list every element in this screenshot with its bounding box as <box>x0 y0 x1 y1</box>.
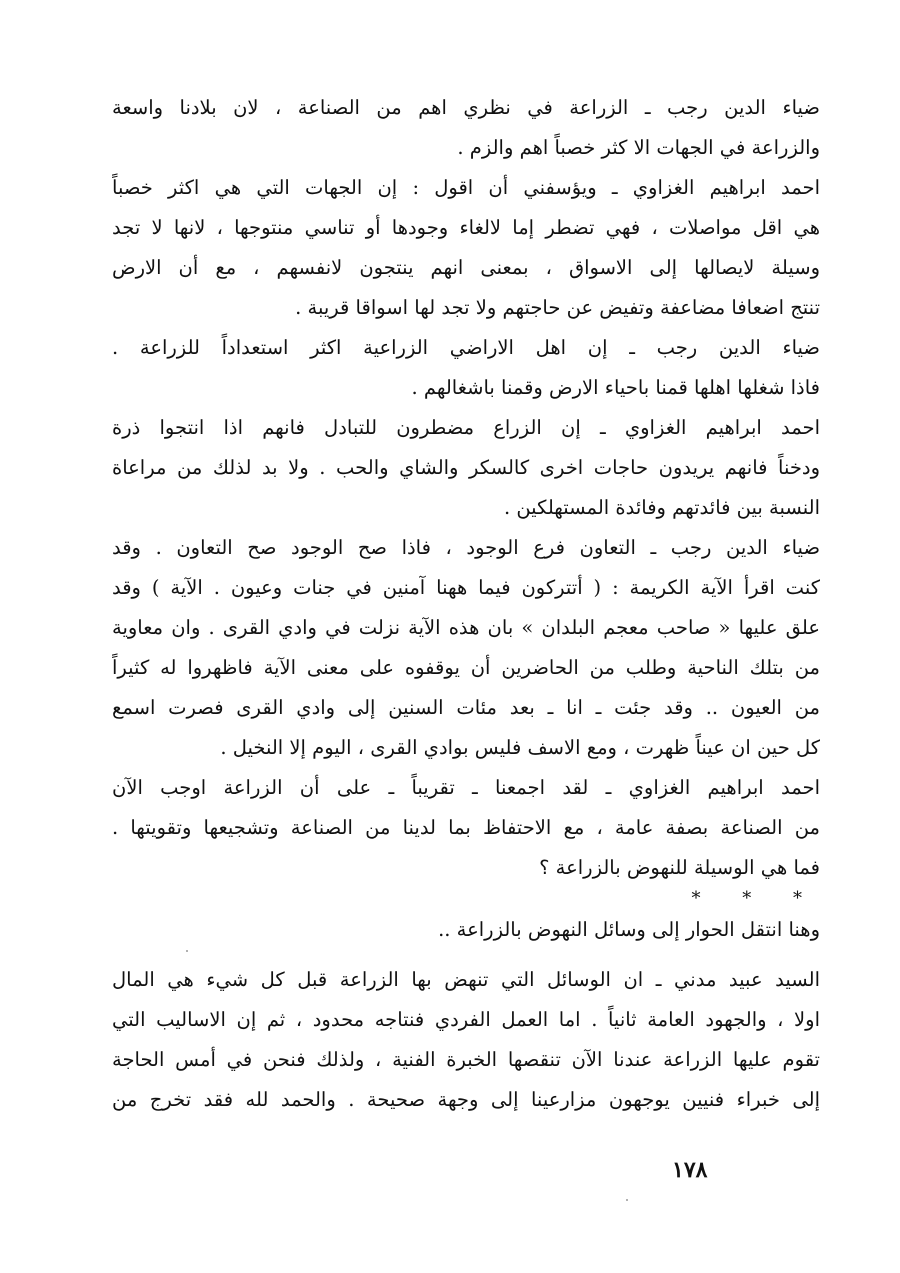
text-line: كنت اقرأ الآية الكريمة : ( أتتركون فيما ههنا آمنين في جنات وعيون . الآية ) وقد <box>112 576 820 599</box>
text-line: احمد ابراهيم الغزاوي ـ لقد اجمعنا ـ تقريباً ـ على أن الزراعة اوجب الآن <box>112 776 820 799</box>
paragraph-zia-2 <box>112 328 820 408</box>
text-line: ودخناً فانهم يريدون حاجات اخرى كالسكر والشاي والحب . ولا بد لذلك من مراعاة <box>112 456 820 479</box>
text-line: فاذا شغلها اهلها قمنا باحياء الارض وقمنا باشغالهم . <box>411 376 820 399</box>
text-line: هي اقل مواصلات ، فهي تضطر إما لالغاء وجودها أو تناسي منتوجها ، لانها لا تجد <box>112 216 820 239</box>
paragraph-ghazzawi-2 <box>112 408 820 528</box>
text-line: احمد ابراهيم الغزاوي ـ ويؤسفني أن اقول : إن الجهات التي هي اكثر خصباً <box>112 176 820 199</box>
page-number: ١٧٨ <box>672 1157 708 1183</box>
text-line: علق عليها « صاحب معجم البلدان » بان هذه الآية نزلت في وادي القرى . وان معاوية <box>112 616 820 639</box>
text-line: تنتج اضعافا مضاعفة وتفيض عن حاجتهم ولا تجد لها اسواقا قريبة . <box>295 296 820 319</box>
paragraph-ghazzawi-3 <box>112 768 820 888</box>
text-line: ضياء الدين رجب ـ الزراعة في نظري اهم من الصناعة ، لان بلادنا واسعة <box>112 96 820 119</box>
text-line: اولا ، والجهود العامة ثانياً . اما العمل الفردي فنتاجه محدود ، ثم إن الاساليب التي <box>112 1008 820 1031</box>
text-line: والزراعة في الجهات الا كثر خصباً اهم والزم . <box>457 136 820 159</box>
paragraph-zia-3 <box>112 528 820 768</box>
section-separator: * * * <box>691 888 820 909</box>
text-line: تقوم عليها الزراعة عندنا الآن تنقصها الخبرة الفنية ، ولذلك فنحن في أمس الحاجة <box>112 1048 820 1071</box>
text-line: السيد عبيد مدني ـ ان الوسائل التي تنهض بها الزراعة قبل كل شيء هي المال <box>112 968 820 991</box>
text-line: وهنا انتقل الحوار إلى وسائل النهوض بالزراعة .. <box>438 918 820 941</box>
scan-speck <box>626 1199 628 1201</box>
text-line: احمد ابراهيم الغزاوي ـ إن الزراع مضطرون للتبادل فانهم اذا انتجوا ذرة <box>112 416 820 439</box>
paragraph-zia-1 <box>112 88 820 168</box>
text-line: من العيون .. وقد جئت ـ انا ـ بعد مئات السنين إلى وادي القرى فصرت اسمع <box>112 696 820 719</box>
text-line: ضياء الدين رجب ـ إن اهل الاراضي الزراعية اكثر استعداداً للزراعة . <box>112 336 820 359</box>
text-line: وسيلة لايصالها إلى الاسواق ، بمعنى انهم ينتجون لانفسهم ، مع أن الارض <box>112 256 820 279</box>
text-line: النسبة بين فائدتهم وفائدة المستهلكين . <box>503 496 820 519</box>
text-line: ضياء الدين رجب ـ التعاون فرع الوجود ، فاذا صح الوجود صح التعاون . وقد <box>112 536 820 559</box>
text-line: إلى خبراء فنيين يوجهون مزارعينا إلى وجهة صحيحة . والحمد لله فقد تخرج من <box>112 1088 820 1111</box>
paragraph-obaid-madani <box>112 960 820 1120</box>
text-line: من بتلك الناحية وطلب من الحاضرين أن يوقفوه على معنى الآية فاظهروا له كثيراً <box>112 656 820 679</box>
text-line: فما هي الوسيلة للنهوض بالزراعة ؟ <box>539 856 820 879</box>
scan-speck <box>186 950 188 952</box>
text-line: من الصناعة بصفة عامة ، مع الاحتفاظ بما لدينا من الصناعة وتشجيعها وتقويتها . <box>112 816 820 839</box>
text-line: كل حين ان عيناً ظهرت ، ومع الاسف فليس بوادي القرى ، اليوم إلا النخيل . <box>220 736 820 759</box>
paragraph-transition <box>112 910 820 950</box>
page-text <box>112 88 820 1120</box>
paragraph-ghazzawi-1 <box>112 168 820 328</box>
